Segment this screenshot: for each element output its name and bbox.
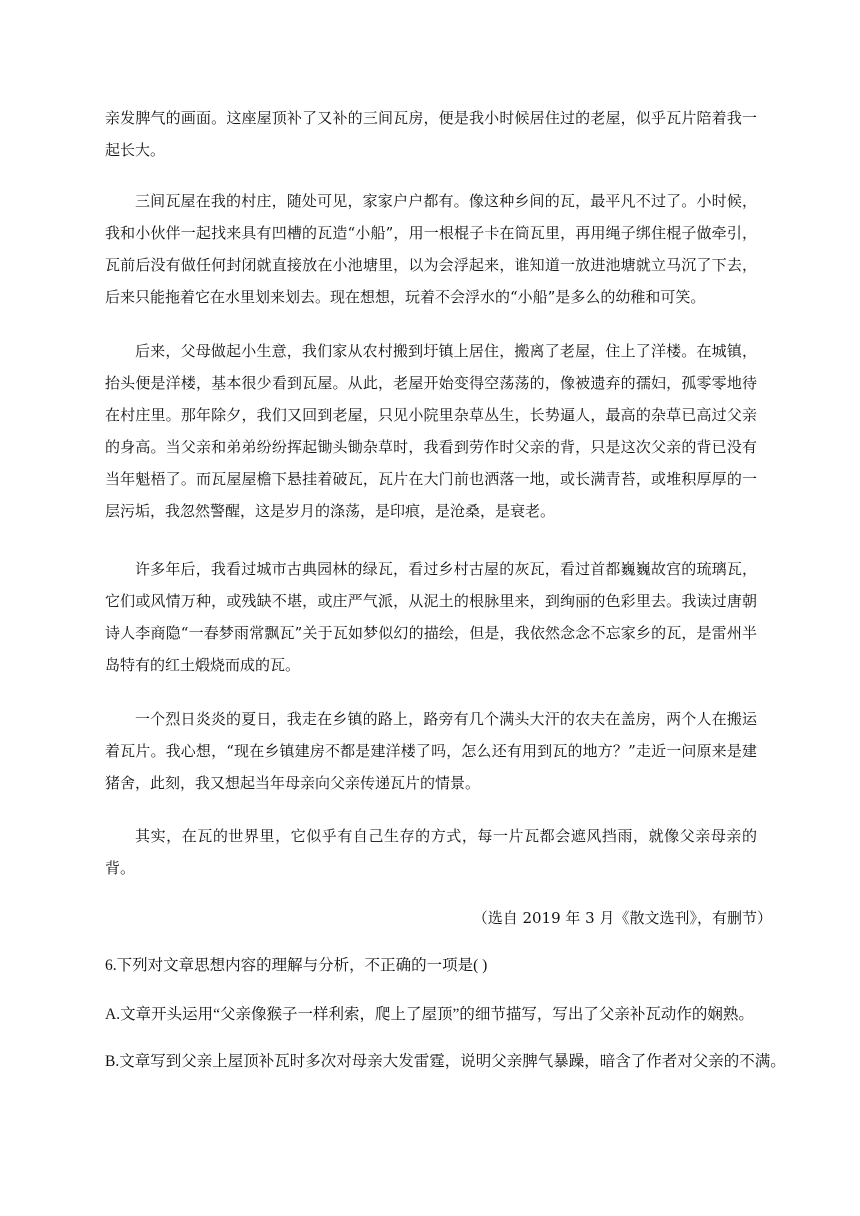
passage-paragraph-3: 许多年后，我看过城市古典园林的绿瓦，看过乡村古屋的灰瓦，看过首都巍巍故宫的琉璃瓦，它们或风情万种，或残缺不堪，或庄严气派，从泥土的根脉里来，到绚丽的色彩里去。我读过唐朝诗人李商隐“一春梦雨常飘瓦”关于瓦如梦似幻的描绘，但是，我依然念念不忘家乡的瓦，是雷州半岛特有的红土煅烧而成的瓦。 (105, 560, 757, 674)
passage-paragraph-1: 三间瓦屋在我的村庄，随处可见，家家户户都有。像这种乡间的瓦，最平凡不过了。小时候，我和小伙伴一起找来具有凹槽的瓦造“小船”，用一根棍子卡在筒瓦里，再用绳子绑住棍子做牵引，瓦前后没有做任何封闭就直接放在小池塘里，以为会浮起来，谁知道一放进池塘就立马沉了下去，后来只能拖着它在水里划来划去。现在想想，玩着不会浮水的“小船”是多么的幼稚和可笑。 (105, 192, 757, 306)
passage-paragraph-5: 其实，在瓦的世界里，它似乎有自己生存的方式，每一片瓦都会遮风挡雨，就像父亲母亲的背。 (105, 827, 757, 877)
passage-paragraph-4: 一个烈日炎炎的夏日，我走在乡镇的路上，路旁有几个满头大汗的农夫在盖房，两个人在搬运着瓦片。我心想，“现在乡镇建房不都是建洋楼了吗，怎么还有用到瓦的地方？”走近一问原来是建猪舍，此刻，我又想起当年母亲向父亲传递瓦片的情景。 (105, 710, 757, 792)
option-b: B.文章写到父亲上屋顶补瓦时多次对母亲大发雷霆，说明父亲脾气暴躁，暗含了作者对父亲的不满。 (105, 1053, 786, 1070)
passage-paragraph-0: 亲发脾气的画面。这座屋顶补了又补的三间瓦房，便是我小时候居住过的老屋，似乎瓦片陪着我一起长大。 (105, 109, 757, 159)
option-a: A.文章开头运用“父亲像猴子一样利索，爬上了屋顶”的细节描写，写出了父亲补瓦动作的娴熟。 (105, 1006, 754, 1023)
question-stem: 6.下列对文章思想内容的理解与分析，不正确的一项是( ) (105, 957, 488, 974)
source-citation: （选自 2019 年 3 月《散文选刊》，有删节） (472, 909, 772, 927)
passage-paragraph-2: 后来，父母做起小生意，我们家从农村搬到圩镇上居住，搬离了老屋，住上了洋楼。在城镇，抬头便是洋楼，基本很少看到瓦屋。从此，老屋开始变得空荡荡的，像被遗弃的孺妇，孤零零地待在村庄里。那年除夕，我们又回到老屋，只见小院里杂草丛生，长势逼人，最高的杂草已高过父亲的身高。当父亲和弟弟纷纷挥起锄头锄杂草时，我看到劳作时父亲的背，只是这次父亲的背已没有当年魁梧了。而瓦屋屋檐下悬挂着破瓦，瓦片在大门前也洒落一地，或长满青苔，或堆积厚厚的一层污垢，我忽然警醒，这是岁月的涤荡，是印痕，是沧桑，是衰老。 (105, 342, 757, 520)
